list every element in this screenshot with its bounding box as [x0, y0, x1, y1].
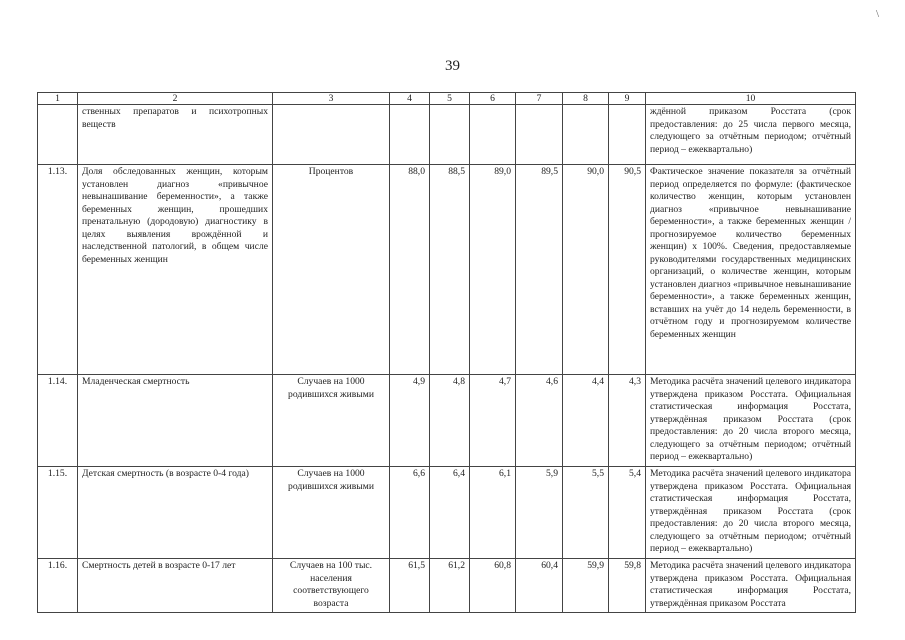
row-number: 1.14. [38, 375, 78, 467]
value-cell [390, 105, 430, 165]
value-cell: 6,6 [390, 467, 430, 559]
value-cell: 5,4 [609, 467, 646, 559]
method-description: Методика расчёта значений целевого индикатора утверждена приказом Росстата. Официальная статистическая информация Росстата, утверждённая приказом Росстата (срок предоставления: до 20 числа второго месяца, следующего за отчётным периодом; отчётный период – ежеквартально) [646, 467, 856, 559]
indicator-unit [273, 105, 390, 165]
method-description: Методика расчёта значений целевого индикатора утверждена приказом Росстата. Официальная статистическая информация Росстата, утверждённая приказом Росстата [646, 559, 856, 613]
value-cell: 59,8 [609, 559, 646, 613]
header-cell: 9 [609, 93, 646, 105]
indicator-name: Смертность детей в возрасте 0-17 лет [78, 559, 273, 613]
header-cell: 6 [470, 93, 516, 105]
indicator-name: Младенческая смертность [78, 375, 273, 467]
value-cell: 5,5 [563, 467, 609, 559]
value-cell: 61,2 [430, 559, 470, 613]
indicator-name: Детская смертность (в возрасте 0-4 года) [78, 467, 273, 559]
table-row [38, 165, 856, 375]
value-cell: 6,4 [430, 467, 470, 559]
header-cell: 1 [38, 93, 78, 105]
header-cell: 7 [516, 93, 563, 105]
value-cell: 88,0 [390, 165, 430, 375]
header-cell: 4 [390, 93, 430, 105]
method-description: Фактическое значение показателя за отчётный период определяется по формуле: (фактическое количество женщин, которым установлен диагноз «привычное невынашивание беременности», а также беременных женщин / прогнозируемое количество беременных женщин) х 100%. Сведения, предоставляемые руководителями государственных медицинских организаций, о количестве женщин, которым установлен диагноз «привычное невынашивание беременности», а также беременных женщин, вставших на учёт до 14 недель беременности, в отчётном году и прогнозируемом количестве беременных женщин [646, 165, 856, 375]
value-cell [563, 105, 609, 165]
page-number: 39 [445, 58, 460, 74]
value-cell: 60,8 [470, 559, 516, 613]
header-cell: 8 [563, 93, 609, 105]
value-cell: 4,4 [563, 375, 609, 467]
value-cell: 61,5 [390, 559, 430, 613]
indicator-unit: Случаев на 1000 родившихся живыми [273, 467, 390, 559]
row-number: 1.13. [38, 165, 78, 375]
value-cell: 59,9 [563, 559, 609, 613]
value-cell [609, 105, 646, 165]
value-cell: 5,9 [516, 467, 563, 559]
indicator-table [37, 92, 856, 613]
header-row [38, 93, 856, 105]
value-cell: 4,3 [609, 375, 646, 467]
table-row [38, 467, 856, 559]
row-number: 1.16. [38, 559, 78, 613]
table-row [38, 559, 856, 613]
indicator-unit: Случаев на 100 тыс. населения соответствующего возраста [273, 559, 390, 613]
value-cell: 90,5 [609, 165, 646, 375]
row-number: 1.15. [38, 467, 78, 559]
method-description: Методика расчёта значений целевого индикатора утверждена приказом Росстата. Официальная статистическая информация Росстата, утверждённая приказом Росстата (срок предоставления: до 20 числа второго месяца, следующего за отчётным периодом; отчётный период – ежеквартально) [646, 375, 856, 467]
indicator-name: Доля обследованных женщин, которым установлен диагноз «привычное невынашивание беременности», а также беременных женщин, прошедших пренатальную (дородовую) диагностику в целях выявления врождённой и наследственной патологий, в общем числе беременных женщин [78, 165, 273, 375]
header-cell: 3 [273, 93, 390, 105]
header-cell: 2 [78, 93, 273, 105]
value-cell: 4,8 [430, 375, 470, 467]
row-number [38, 105, 78, 165]
value-cell: 4,6 [516, 375, 563, 467]
value-cell [470, 105, 516, 165]
indicator-name: ственных препаратов и психотропных веществ [78, 105, 273, 165]
value-cell: 6,1 [470, 467, 516, 559]
value-cell [430, 105, 470, 165]
table-row [38, 375, 856, 467]
value-cell: 4,9 [390, 375, 430, 467]
method-description: ждённой приказом Росстата (срок предоставления: до 25 числа первого месяца, следующего за отчётным периодом; отчётный период – ежеквартально) [646, 105, 856, 165]
value-cell: 88,5 [430, 165, 470, 375]
header-cell: 10 [646, 93, 856, 105]
value-cell [516, 105, 563, 165]
value-cell: 89,0 [470, 165, 516, 375]
table-row [38, 105, 856, 165]
corner-mark: \ [875, 8, 879, 20]
value-cell: 90,0 [563, 165, 609, 375]
indicator-unit: Случаев на 1000 родившихся живыми [273, 375, 390, 467]
value-cell: 89,5 [516, 165, 563, 375]
value-cell: 60,4 [516, 559, 563, 613]
value-cell: 4,7 [470, 375, 516, 467]
header-cell: 5 [430, 93, 470, 105]
indicator-unit: Процентов [273, 165, 390, 375]
